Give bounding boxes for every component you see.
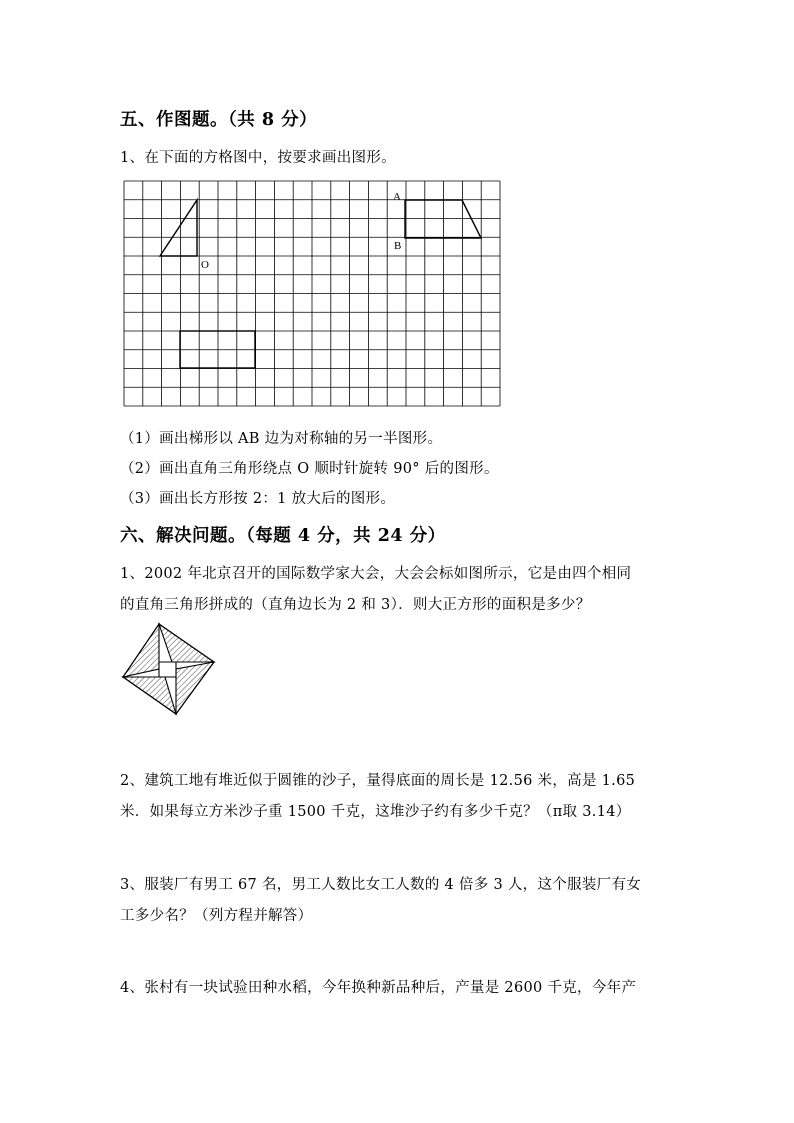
problem-2-line-2: 米．如果每立方米沙子重 1500 千克，这堆沙子约有多少千克？（π取 3.14） (120, 804, 631, 820)
problem-1-line-2: 的直角三角形拼成的（直角边长为 2 和 3）．则大正方形的面积是多少？ (120, 597, 591, 613)
label-b: B (394, 240, 402, 252)
problem-4-line-1: 4、张村有一块试验田种水稻，今年换种新品种后，产量是 2600 千克，今年产 (120, 980, 637, 996)
sub-question-2: （2）画出直角三角形绕点 O 顺时针旋转 90° 后的图形。 (120, 461, 499, 477)
label-o: O (201, 259, 209, 271)
trapezoid (405, 200, 481, 238)
label-a: A (393, 191, 401, 203)
grid-figure (120, 178, 504, 412)
problem-3-line-1: 3、服装厂有男工 67 名，男工人数比女工人数的 4 倍多 3 人，这个服装厂有女 (120, 877, 642, 893)
congress-logo-figure (120, 622, 216, 716)
problem-2-line-1: 2、建筑工地有堆近似于圆锥的沙子，量得底面的周长是 12.56 米，高是 1.65 (120, 773, 636, 789)
sub-question-3: （3）画出长方形按 2：1 放大后的图形。 (120, 491, 396, 507)
logo-inner-square (159, 662, 176, 677)
section-five-heading: 五、作图题。（共 8 分） (120, 110, 318, 130)
section-six-heading: 六、解决问题。（每题 4 分，共 24 分） (120, 526, 446, 546)
right-triangle (160, 200, 197, 256)
problem-1-line-1: 1、2002 年北京召开的国际数学家大会，大会会标如图所示，它是由四个相同 (120, 566, 632, 582)
sub-question-1: （1）画出梯形以 AB 边为对称轴的另一半图形。 (120, 431, 443, 447)
problem-3-line-2: 工多少名？（列方程并解答） (120, 908, 313, 924)
question-1-text: 1、在下面的方格图中，按要求画出图形。 (120, 150, 396, 166)
